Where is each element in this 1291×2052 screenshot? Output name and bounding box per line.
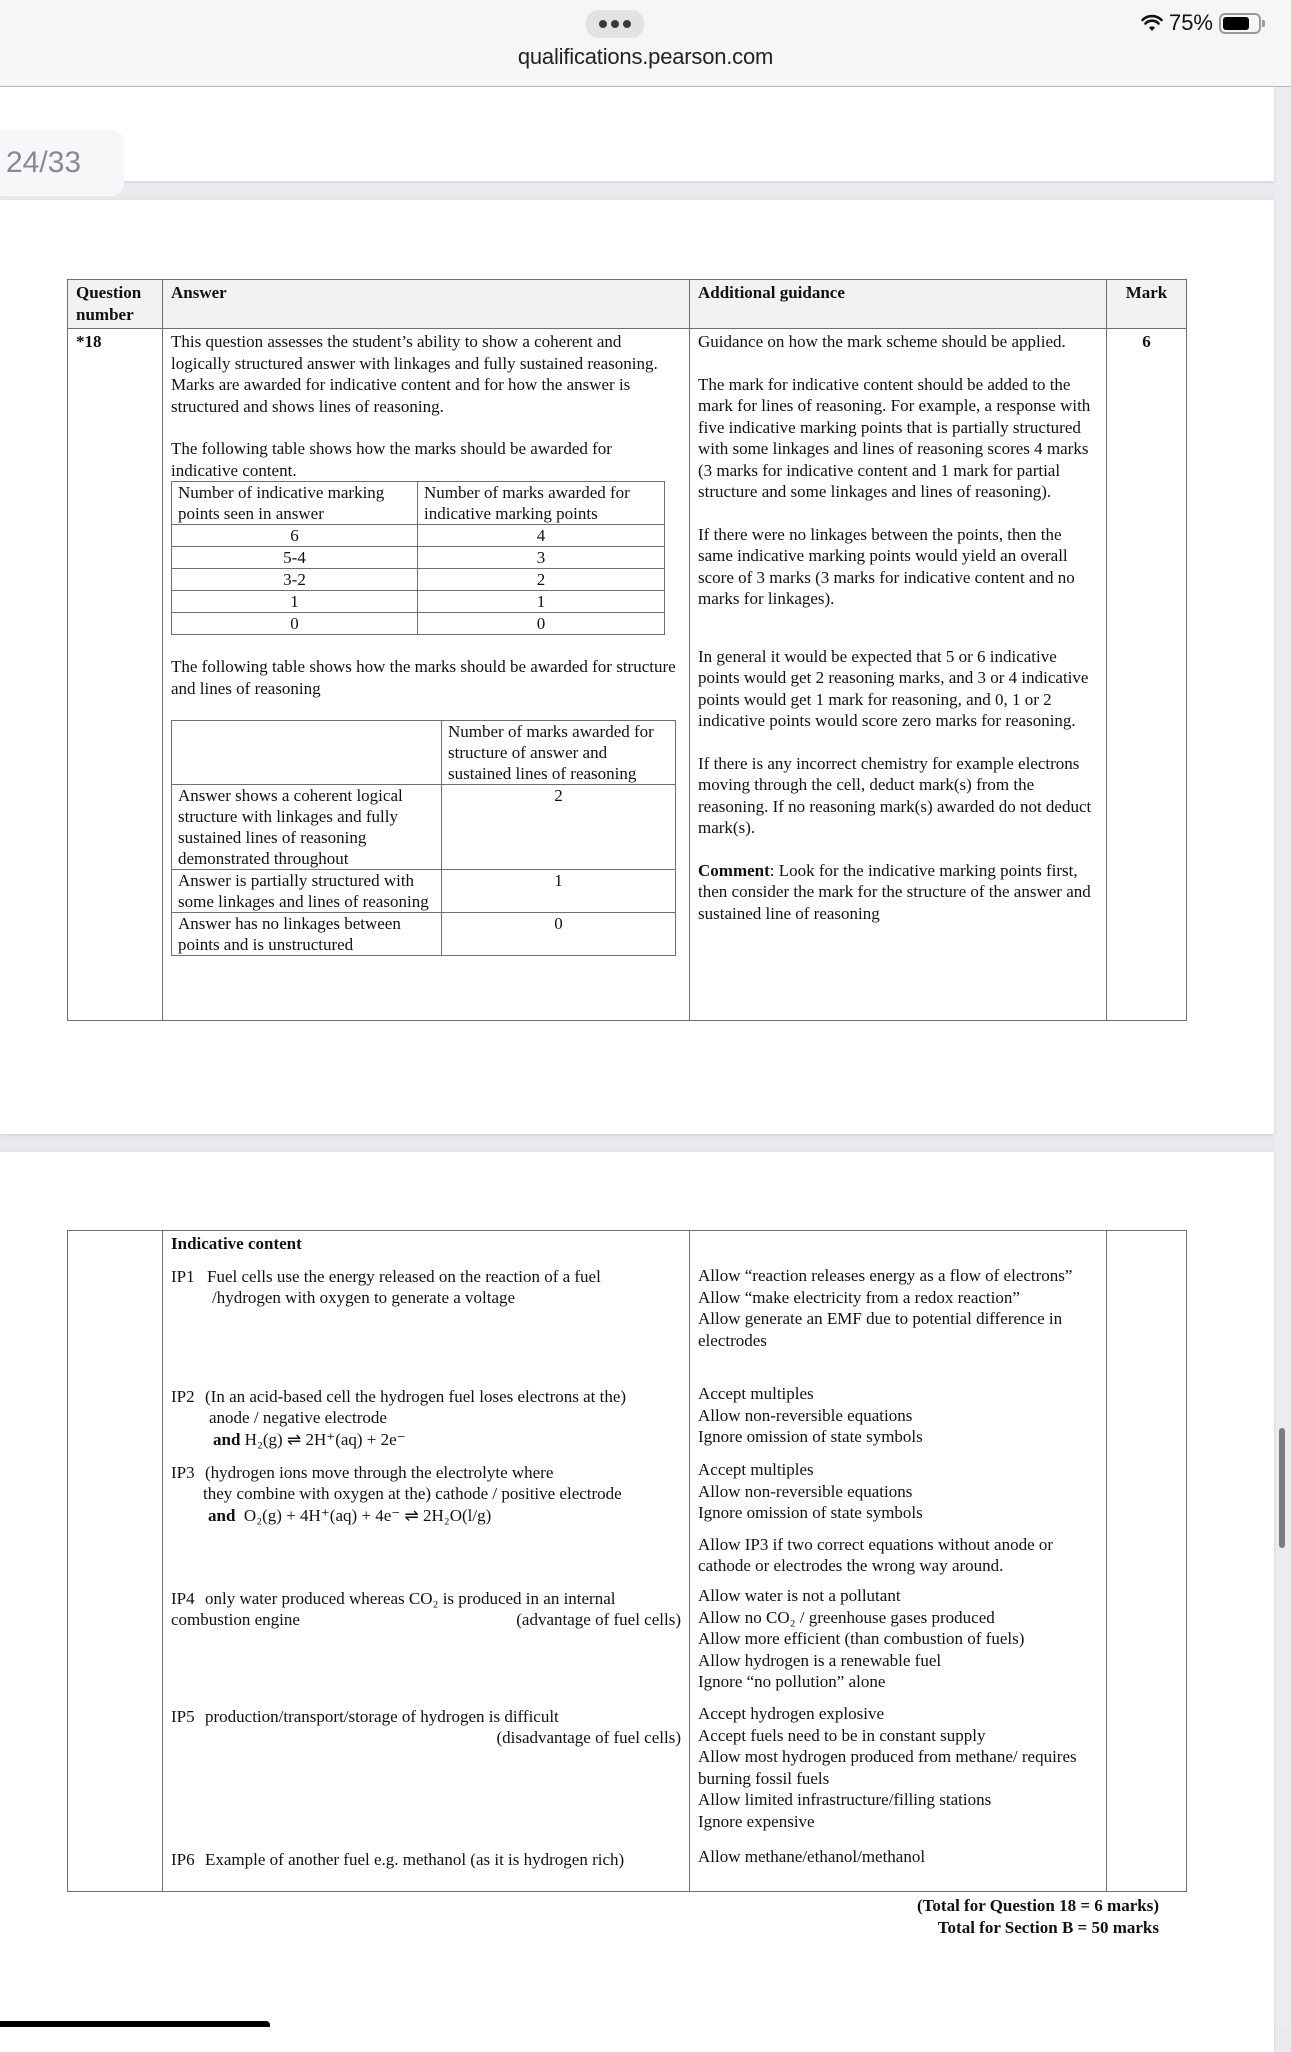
header-additional-guidance: Additional guidance [690, 280, 1107, 329]
table-row [172, 613, 665, 635]
ip4 [171, 1588, 681, 1706]
ip-label: IP5 [171, 1706, 195, 1726]
guidance-comment [698, 860, 1098, 925]
question-total: (Total for Question 18 = 6 marks) [916, 1896, 1159, 1915]
ic-points: 3-2 [172, 569, 418, 591]
ip-text: (hydrogen ions move through the electrolyte where [205, 1462, 554, 1482]
more-dots-icon[interactable] [586, 10, 644, 38]
ip-text: production/transport/storage of hydrogen is difficult [205, 1706, 559, 1726]
battery-percent: 75% [1168, 10, 1213, 35]
guidance-p5: If there is any incorrect chemistry for example electrons moving through the cell, deduct mark(s) from the reasoning. If no reasoning mark(s) awarded do not deduct mark(s). [698, 753, 1092, 837]
ip-label: IP6 [171, 1849, 195, 1869]
ip-guidance-cell [690, 1231, 1107, 1892]
ip1-guidance [698, 1265, 1098, 1383]
ip-label: IP1 [171, 1266, 195, 1286]
guidance-line: Accept fuels need to be in constant supply [698, 1725, 986, 1745]
structure-marks-table [171, 720, 676, 956]
indicative-table-intro: The following table shows how the marks should be awarded for indicative content. [171, 439, 612, 480]
ic-marks: 1 [418, 591, 665, 613]
ic-marks: 0 [418, 613, 665, 635]
guidance-line: Accept multiples [698, 1384, 814, 1403]
header-mark: Mark [1107, 280, 1187, 329]
indicative-content-heading: Indicative content [171, 1234, 302, 1253]
table-row [68, 329, 1187, 1021]
sr-marks: 1 [442, 870, 676, 913]
indicative-content-cell [163, 1231, 690, 1892]
equation: H₂(g) ⇌ 2H⁺(aq) + 2e⁻ [244, 1429, 406, 1449]
ic-points: 0 [172, 613, 418, 635]
empty-question-cell [68, 1231, 163, 1892]
comment-label: Comment [698, 860, 770, 880]
indicative-content-table [67, 1230, 1187, 1892]
ip-text: (In an acid-based cell the hydrogen fuel loses electrons at the) [205, 1386, 627, 1406]
ic-points: 6 [172, 525, 418, 547]
guidance-line: Ignore omission of state symbols [698, 1427, 923, 1446]
ic-marks: 3 [418, 547, 665, 569]
status-bar [1141, 10, 1261, 36]
ip-label: IP4 [171, 1588, 195, 1608]
guidance-line: Allow water is not a pollutant [698, 1586, 901, 1605]
sr-header-marks: Number of marks awarded for structure of answer and sustained lines of reasoning [442, 721, 676, 785]
ip6-guidance [698, 1846, 1098, 1868]
guidance-line: Allow limited infrastructure/filling stations [698, 1790, 992, 1809]
pdf-page-previous [0, 87, 1274, 181]
guidance-line: Allow no CO₂ / greenhouse gases produced [698, 1607, 995, 1627]
ic-points: 1 [172, 591, 418, 613]
table-row [172, 591, 665, 613]
battery-icon [1219, 13, 1261, 34]
table-row [172, 569, 665, 591]
sr-marks: 2 [442, 785, 676, 870]
guidance-line: Allow non-reversible equations [698, 1481, 913, 1501]
comment-text: : Look for the indicative marking points first, then consider the mark for the structure of the answer and sustained line of reasoning [698, 860, 1091, 923]
guidance-line: Accept multiples [698, 1460, 814, 1479]
page-indicator: 24/33 [0, 130, 124, 196]
indicative-marks-table [171, 481, 665, 635]
ip6 [171, 1849, 681, 1871]
guidance-p1: Guidance on how the mark scheme should be applied. [698, 332, 1066, 351]
guidance-line: Allow generate an EMF due to potential difference in electrodes [698, 1309, 1063, 1350]
ic-marks: 4 [418, 525, 665, 547]
ip3-guidance [698, 1459, 1098, 1585]
ip5-guidance [698, 1703, 1098, 1846]
header-answer: Answer [163, 280, 690, 329]
equation: O₂(g) + 4H⁺(aq) + 4e⁻ ⇌ 2H₂O(l/g) [243, 1505, 492, 1525]
guidance-line: Accept hydrogen explosive [698, 1704, 884, 1723]
guidance-p4: In general it would be expected that 5 or 6 indicative points would get 2 reasoning marks, and 3 or 4 indicative points would get 1 mark for reasoning, and 0, 1 or 2 indicative points would score zero marks for reasoning. [698, 646, 1089, 730]
ip-text: Example of another fuel e.g. methanol (as it is hydrogen rich) [205, 1849, 625, 1869]
answer-intro-2: Marks are awarded for indicative content and for how the answer is structured and shows lines of reasoning. [171, 375, 631, 416]
ip-text: Fuel cells use the energy released on the reaction of a fuel [207, 1266, 601, 1286]
sr-description: Answer is partially structured with some linkages and lines of reasoning [172, 870, 442, 913]
scrollbar-thumb[interactable] [1279, 1428, 1285, 1548]
guidance-line: Ignore expensive [698, 1811, 815, 1831]
ic-header-points: Number of indicative marking points seen in answer [172, 482, 418, 525]
answer-intro: This question assesses the student’s ability to show a coherent and logically structured answer with linkages and fully sustained reasoning. [171, 332, 658, 373]
table-row [172, 913, 676, 956]
ip-text: anode / negative electrode [209, 1408, 387, 1427]
table-header-row [68, 280, 1187, 329]
guidance-cell [690, 329, 1107, 1021]
scrollbar-track [1274, 87, 1291, 2027]
ip-label: IP2 [171, 1386, 195, 1406]
and-label: and [213, 1429, 241, 1449]
ip-text: they combine with oxygen at the) cathode / positive electrode [203, 1484, 622, 1503]
table-row [172, 785, 676, 870]
ip-label: IP3 [171, 1462, 195, 1482]
header-question-number: Question number [68, 280, 163, 329]
table-row [172, 525, 665, 547]
guidance-line: Allow IP3 if two correct equations without anode or cathode or electrodes the wrong way around. [698, 1534, 1054, 1575]
sr-header-blank [172, 721, 442, 785]
guidance-line: Allow “reaction releases energy as a flow of electrons” [698, 1266, 1073, 1285]
guidance-line: Allow “make electricity from a redox reaction” [698, 1287, 1020, 1307]
ip3 [171, 1462, 681, 1588]
home-indicator [0, 2021, 270, 2027]
guidance-line: Allow non-reversible equations [698, 1405, 913, 1425]
ip-text: only water produced whereas CO₂ is produced in an internal [205, 1588, 616, 1608]
guidance-line: Allow most hydrogen produced from methane/ requires burning fossil fuels [698, 1747, 1077, 1788]
guidance-line: Ignore omission of state symbols [698, 1503, 923, 1522]
structure-table-intro: The following table shows how the marks should be awarded for structure and lines of reasoning [171, 657, 676, 698]
ip2-guidance [698, 1383, 1098, 1459]
guidance-line: Allow hydrogen is a renewable fuel [698, 1650, 942, 1670]
ip-text: (advantage of fuel cells) [516, 1610, 681, 1629]
section-total: Total for Section B = 50 marks [937, 1918, 1159, 1937]
ip5 [171, 1706, 681, 1849]
sr-marks: 0 [442, 913, 676, 956]
guidance-p3: If there were no linkages between the points, then the same indicative marking points would yield an overall score of 3 marks (3 marks for indicative content and no marks for linkages). [698, 524, 1075, 608]
ip-text: /hydrogen with oxygen to generate a voltage [212, 1288, 516, 1307]
answer-cell [163, 329, 690, 1021]
question-number: *18 [68, 329, 163, 1021]
empty-mark-cell [1107, 1231, 1187, 1892]
url-bar[interactable]: qualifications.pearson.com [517, 44, 774, 69]
ic-header-marks: Number of marks awarded for indicative marking points [418, 482, 665, 525]
guidance-p2: The mark for indicative content should be added to the mark for lines of reasoning. For example, a response with five indicative marking points that is partially structured with some linkages and lines of reasoning scores 4 marks (3 marks for indicative content and 1 mark for partial structure and some linkages and lines of reasoning). [698, 374, 1091, 501]
sr-description: Answer has no linkages between points and is unstructured [172, 913, 442, 956]
totals [917, 1895, 1159, 1939]
table-row [172, 870, 676, 913]
mark-value: 6 [1107, 329, 1187, 1021]
mark-scheme-table [67, 279, 1187, 1021]
and-label: and [208, 1505, 236, 1525]
ip4-guidance [698, 1585, 1098, 1703]
sr-description: Answer shows a coherent logical structure with linkages and fully sustained lines of reasoning demonstrated throughout [172, 785, 442, 870]
guidance-line: Allow more efficient (than combustion of fuels) [698, 1629, 1025, 1648]
ip-text: combustion engine [171, 1610, 300, 1629]
ip-text: (disadvantage of fuel cells) [496, 1728, 681, 1747]
browser-toolbar [0, 0, 1291, 87]
guidance-line: Allow methane/ethanol/methanol [698, 1847, 926, 1866]
ic-points: 5-4 [172, 547, 418, 569]
guidance-line: Ignore “no pollution” alone [698, 1672, 886, 1691]
ip2 [171, 1386, 681, 1462]
table-row [172, 547, 665, 569]
table-row [68, 1231, 1187, 1892]
wifi-icon [1141, 14, 1163, 32]
ic-marks: 2 [418, 569, 665, 591]
ip1 [171, 1266, 681, 1386]
